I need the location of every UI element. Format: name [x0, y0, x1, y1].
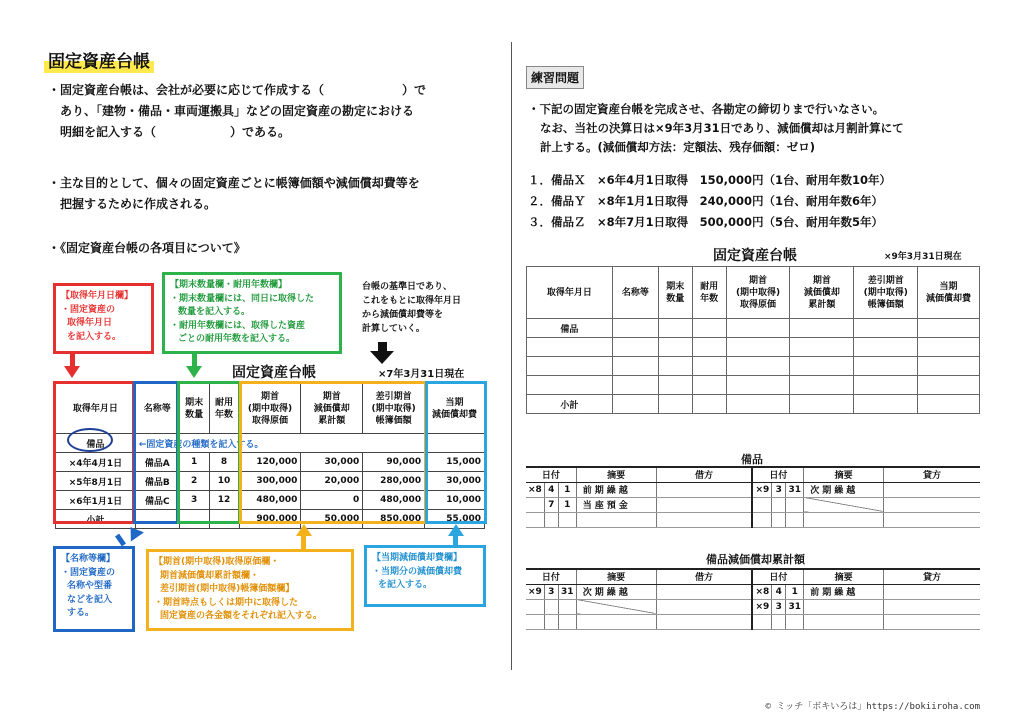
green-arrow-icon [186, 366, 202, 378]
red-arrow-icon [64, 366, 80, 378]
account-accumulated-depreciation: 日付 摘要 借方 日付 摘要 貸方 ×9 3 31 次期繰越 ×8 4 1 前期繰越 ×9 3 31 [526, 568, 980, 630]
header-depreciation: 当期 減価償却費 [425, 384, 485, 434]
header-quantity: 期末 数量 [179, 384, 209, 434]
practice-items [528, 170, 891, 233]
intro-paragraph-1: ・固定資産台帳は、会社が必要に応じて作成する（ ）で あり、「建物・備品・車両運搬具」などの固定資産の勘定における 明細を記入する（ ）である。 [48, 83, 427, 139]
ledger-title: 固定資産台帳 [232, 365, 316, 381]
footer-credit: © ミッチ「ボキいろは」https://bokiiroha.com [765, 702, 980, 712]
category-row: 備品 [527, 319, 980, 338]
category-note: ←固定資産の種類を記入する。 [135, 434, 484, 453]
table-row: ×6年1月1日 備品C 3 12 480,000 0 480,000 10,000 [56, 491, 485, 510]
page-title: 固定資産台帳 [44, 46, 154, 73]
table-row: ×5年8月1日 備品B 2 10 300,000 20,000 280,000 30,000 [56, 472, 485, 491]
ledger-date: ×7年3月31日現在 [378, 369, 465, 380]
list-item: ２．備品Ｙ ×8年1月1日取得 240,000円（1台、耐用年数6年） [528, 194, 884, 208]
intro-paragraph-2: ・主な目的として、個々の固定資産ごとに帳簿価額や減価償却費等を 把握するために作成される。 [48, 176, 420, 211]
table-header-row [56, 384, 485, 434]
table-row [527, 357, 980, 376]
table-row [527, 338, 980, 357]
practice-question: ・下記の固定資産台帳を完成させ、各勘定の締切りまで行いなさい。 なお、当社の決算日は×9年3月31日であり、減価償却は月割計算にて 計上する。(減価償却方法：定額法、残存価額：ゼロ) [528, 102, 904, 154]
category-highlight-circle [67, 428, 113, 452]
callout-quantity-life: 【期末数量欄・耐用年数欄】 ・期末数量欄には、同日に取得した 数量を記入する。 ・耐用年数欄には、取得した資産 ごとの耐用年数を記入する。 [162, 272, 342, 354]
practice-ledger-date: ×9年3月31日現在 [884, 252, 962, 262]
callout-name: 【名称等欄】 ・固定資産の 名称や型番 などを記入 する。 [53, 546, 135, 632]
practice-title: 練習問題 [526, 66, 584, 89]
category-cell: 備品 [56, 434, 136, 453]
page-divider [511, 42, 512, 670]
header-name: 名称等 [135, 384, 179, 434]
header-accumulated: 期首 減価償却 累計額 [301, 384, 363, 434]
table-row: ×4年4月1日 備品A 1 8 120,000 30,000 90,000 15,000 [56, 453, 485, 472]
sample-ledger-table [55, 383, 485, 529]
callout-amounts: 【期首(期中取得)取得原価欄・ 期首減価償却累計額欄・ 差引期首(期中取得)帳簿価額欄】 ・期首時点もしくは期中に取得した 固定資産の各金額をそれぞれ記入する。 [146, 549, 354, 631]
header-cost: 期首 (期中取得) 取得原価 [239, 384, 301, 434]
list-item: １．備品Ｘ ×6年4月1日取得 150,000円（1台、耐用年数10年） [528, 173, 892, 187]
subtotal-row: 小計 900,000 50,000 850,000 55,000 [56, 510, 485, 529]
table-header-row: 取得年月日 名称等 期末 数量 耐用 年数 期首 (期中取得) 取得原価 期首 減価償却 累計額 差引期首 (期中取得) 帳簿価額 当期 減価償却費 [527, 267, 980, 319]
base-date-note: 台帳の基準日であり、 これをもとに取得年月日 から減価償却費等を 計算していく。 [362, 282, 462, 334]
callout-acquisition-date: 【取得年月日欄】 ・固定資産の 取得年月日 を記入する。 [53, 283, 154, 354]
black-arrow-icon [370, 351, 394, 364]
header-book-value: 差引期首 (期中取得) 帳簿価額 [363, 384, 425, 434]
callout-depreciation: 【当期減価償却費欄】 ・当期分の減価償却費 を記入する。 [364, 545, 486, 607]
account-title-equipment: 備品 [741, 453, 763, 466]
practice-ledger-title: 固定資産台帳 [713, 248, 797, 264]
header-useful-life: 耐用 年数 [209, 384, 239, 434]
table-row [527, 376, 980, 395]
items-heading: ・《固定資産台帳の各項目について》 [48, 241, 246, 255]
account-equipment: 日付 摘要 借方 日付 摘要 貸方 ×8 4 1 前期繰越 ×9 3 31 次期繰越 7 1 当座預金 [526, 466, 980, 528]
category-row [56, 434, 485, 453]
list-item: ３．備品Ｚ ×8年7月1日取得 500,000円（5台、耐用年数5年） [528, 215, 884, 229]
account-title-accumulated-depreciation: 備品減価償却累計額 [706, 553, 805, 566]
subtotal-row: 小計 [527, 395, 980, 414]
practice-ledger-table [526, 266, 980, 414]
header-acquisition-date: 取得年月日 [56, 384, 136, 434]
